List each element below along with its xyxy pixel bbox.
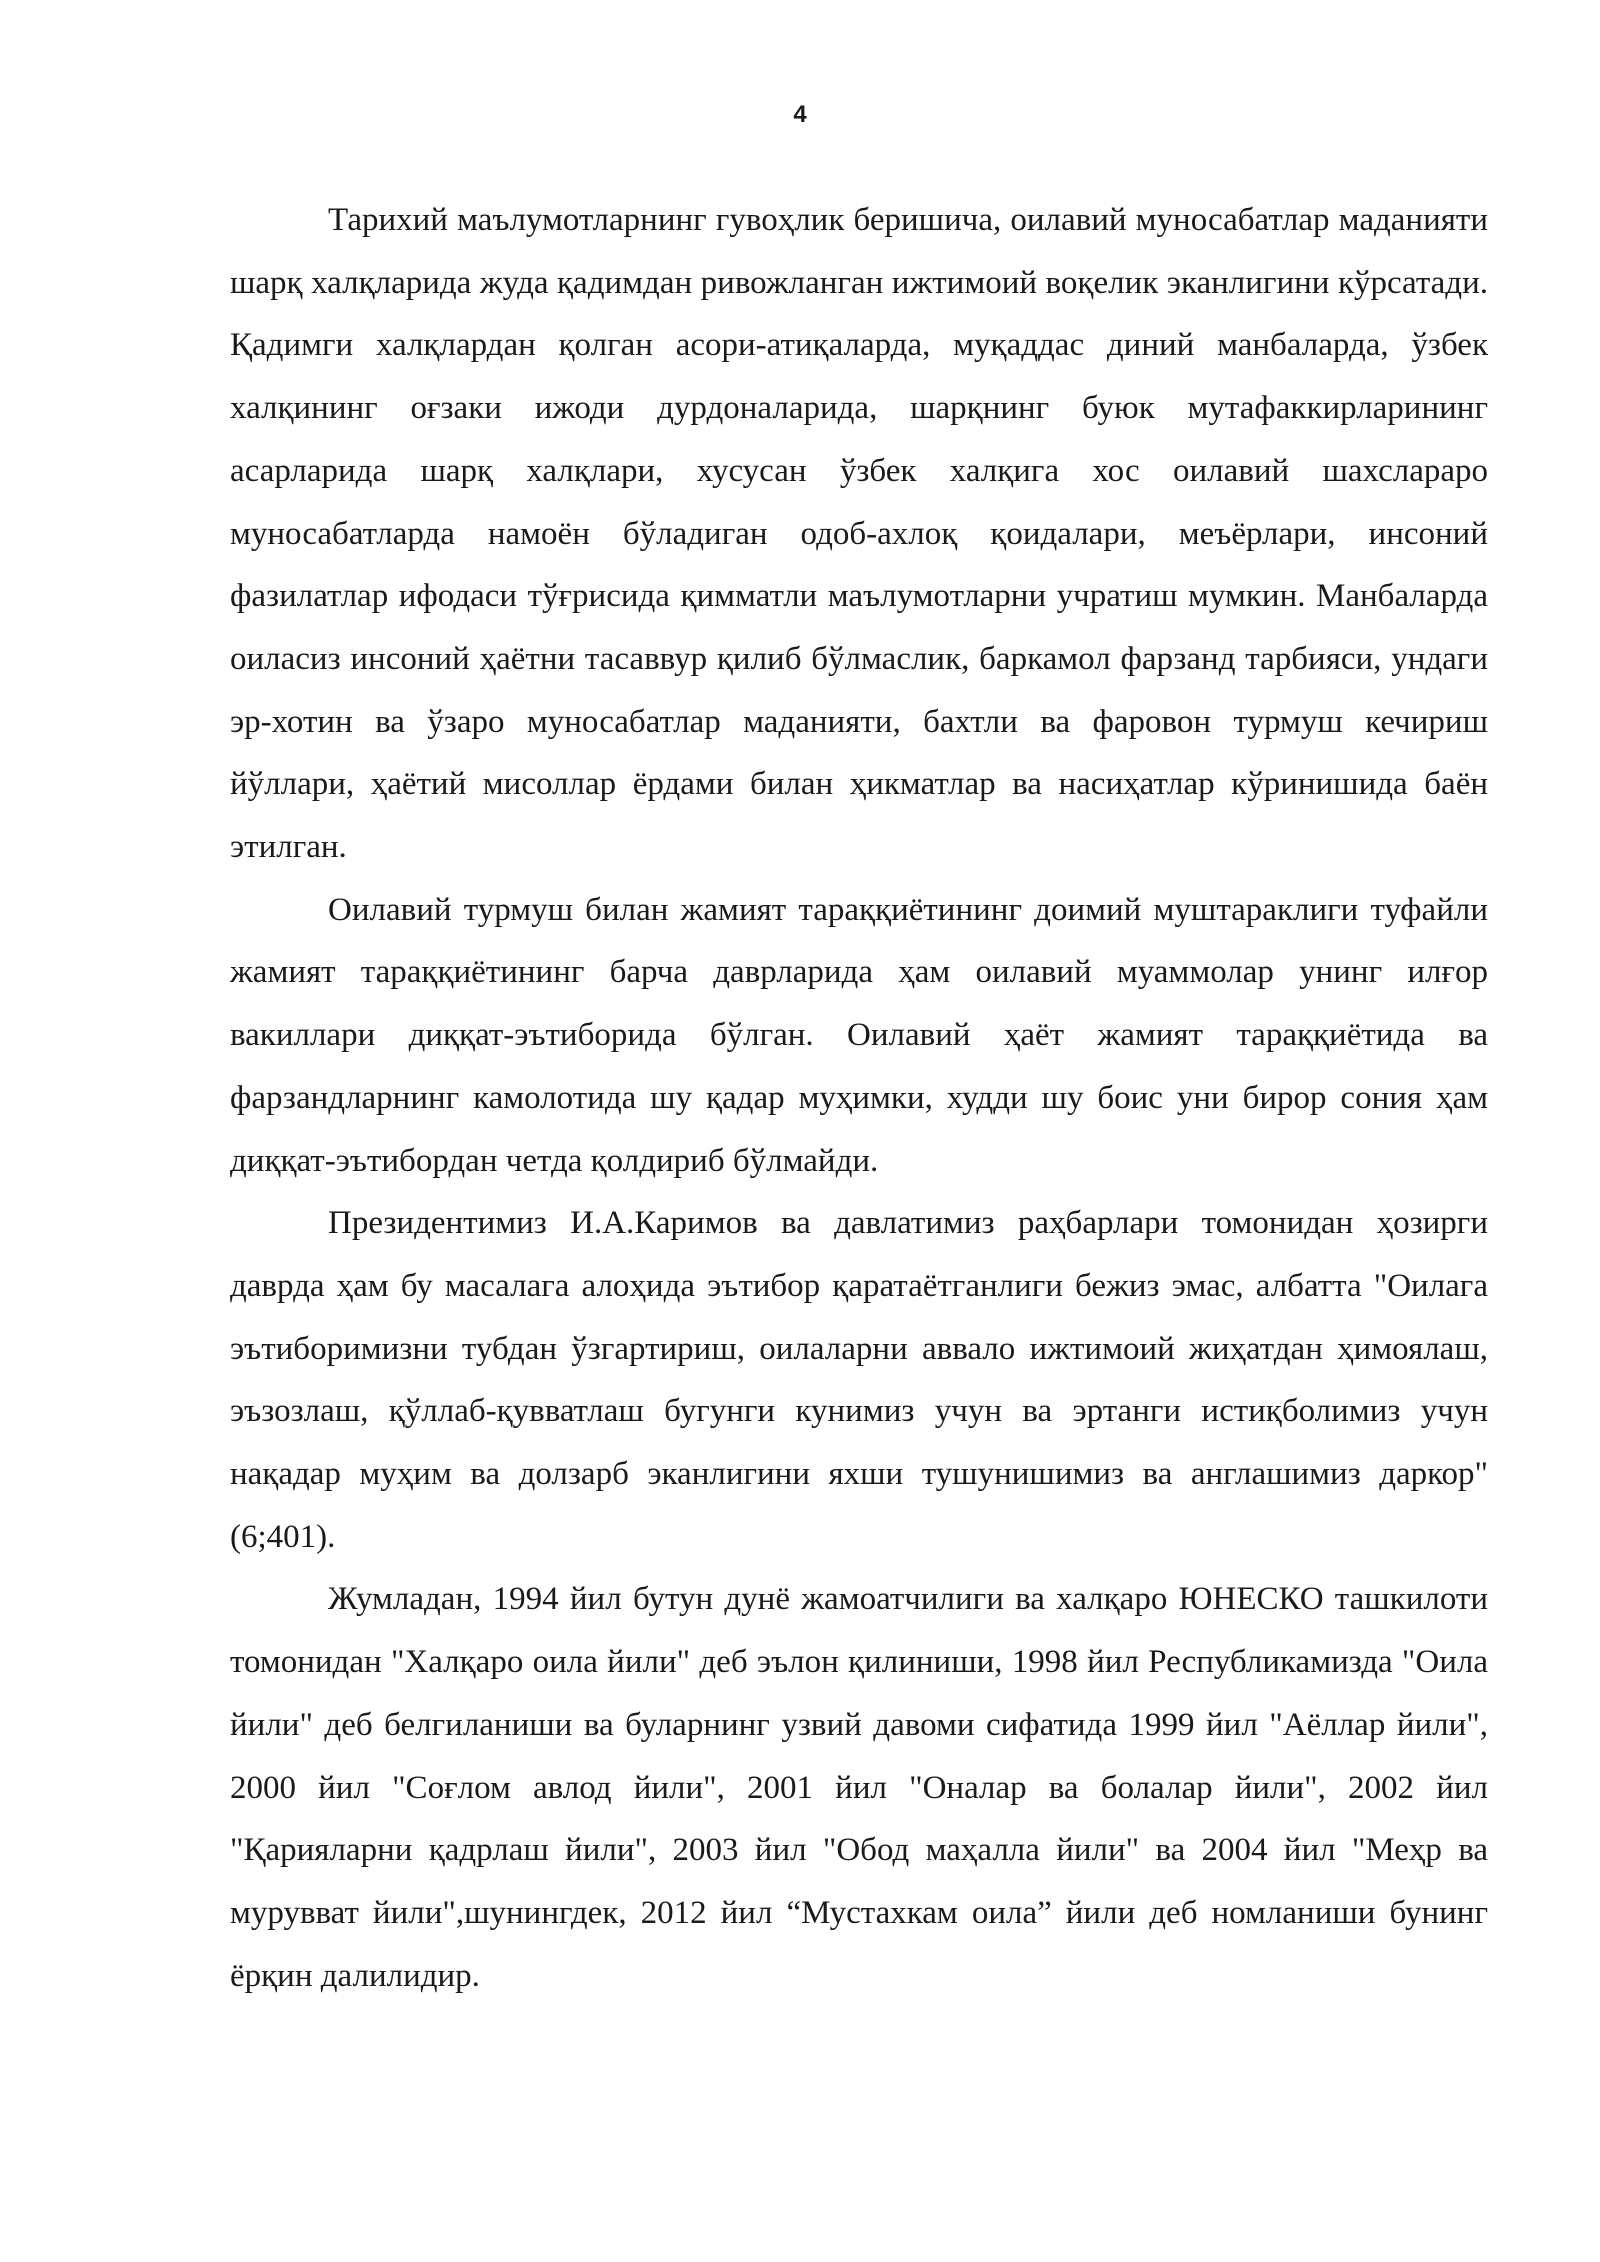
- paragraph-family-and-society: Оилавий турмуш билан жамият тараққиётининг доимий муштараклиги туфайли жамият тараққиётининг барча даврларида ҳам оилавий муаммолар унинг илғор вакиллари диққат-эътиборида бўлган. Оилавий ҳаёт жамият тараққиётида ва фарзандларнинг камолотида шу қадар муҳимки, худди шу боис уни бирор сония ҳам диққат-эътибордан четда қолдириб бўлмайди.: [230, 891, 1488, 1179]
- document-body: [230, 189, 1488, 2007]
- paragraph-president-quote: Президентимиз И.А.Каримов ва давлатимиз раҳбарлари томонидан ҳозирги даврда ҳам бу масалага алоҳида эътибор қаратаётганлиги бежиз эмас, албатта "Оилага эътиборимизни тубдан ўзгартириш, оилаларни аввало ижтимоий жиҳатдан ҳимоялаш, эъзозлаш, қўллаб-қувватлаш бугунги кунимиз учун ва эртанги истиқболимиз учун нақадар муҳим ва долзарб эканлигини яхши тушунишимиз ва англашимиз даркор" (6;401).: [230, 1205, 1488, 1555]
- paragraph-years-of-family: Жумладан, 1994 йил бутун дунё жамоатчилиги ва халқаро ЮНЕСКО ташкилоти томонидан "Халқаро оила йили" деб эълон қилиниши, 1998 йил Республикамизда "Оила йили" деб белгиланиши ва буларнинг узвий давоми сифатида 1999 йил "Аёллар йили", 2000 йил "Соғлом авлод йили", 2001 йил "Оналар ва болалар йили", 2002 йил "Қарияларни қадрлаш йили", 2003 йил "Обод маҳалла йили" ва 2004 йил "Меҳр ва мурувват йили",шунингдек, 2012 йил “Мустахкам оила” йили деб номланиши бунинг ёрқин далилидир.: [230, 1581, 1488, 1994]
- page-number: 4: [793, 101, 807, 128]
- paragraph-family-culture-history: Тарихий маълумотларнинг гувоҳлик беришича, оилавий муносабатлар маданияти шарқ халқларида жуда қадимдан ривожланган ижтимоий воқелик эканлигини кўрсатади. Қадимги халқлардан қолган асори-атиқаларда, муқаддас диний манбаларда, ўзбек халқининг оғзаки ижоди дурдоналарида, шарқнинг буюк мутафаккирларининг асарларида шарқ халқлари, хусусан ўзбек халқига хос оилавий шахслараро муносабатларда намоён бўладиган одоб-ахлоқ қоидалари, меъёрлари, инсоний фазилатлар ифодаси тўғрисида қимматли маълумотларни учратиш мумкин. Манбаларда оиласиз инсоний ҳаётни тасаввур қилиб бўлмаслик, баркамол фарзанд тарбияси, ундаги эр-хотин ва ўзаро муносабатлар маданияти, бахтли ва фаровон турмуш кечириш йўллари, ҳаётий мисоллар ёрдами билан ҳикматлар ва насиҳатлар кўринишида баён этилган.: [230, 202, 1488, 866]
